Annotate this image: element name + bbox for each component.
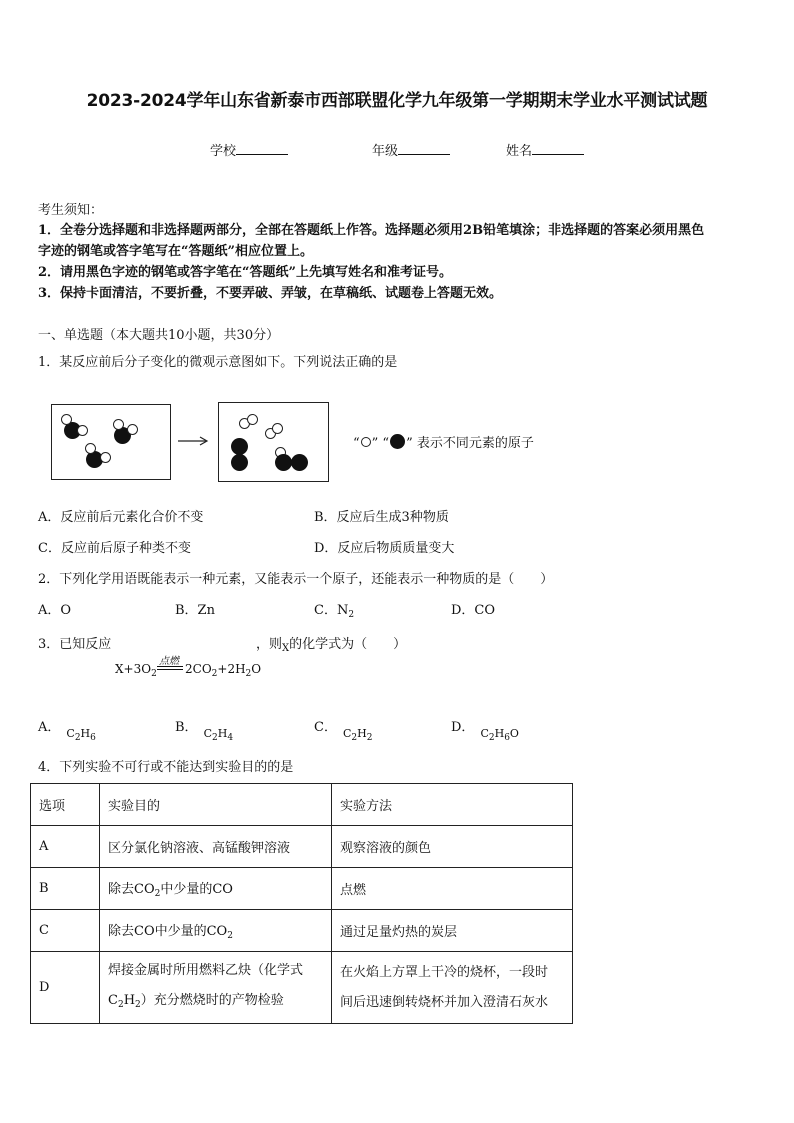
subscript: 2	[348, 610, 355, 620]
eq-text: +2H	[217, 662, 246, 676]
dark-atom	[231, 454, 248, 471]
equals-line	[157, 666, 183, 667]
light-atom	[100, 452, 111, 463]
exam-title: 2023-2024学年山东省新泰市西部联盟化学九年级第一学期期末学业水平测试试题	[86, 91, 708, 111]
name-blank[interactable]	[532, 142, 584, 155]
notice-item-1-cont: 字迹的钢笔或答字笔写在“答题纸”相应位置上。	[38, 244, 313, 259]
eq-text: X+3O	[115, 662, 152, 676]
table-row	[31, 826, 573, 868]
q1-option-c[interactable]: C．反应前后原子种类不变	[38, 541, 191, 556]
option-letter: B．	[175, 720, 198, 735]
school-field[interactable]	[210, 140, 288, 159]
subscript: 2	[211, 669, 218, 679]
dark-atom-icon	[390, 434, 405, 449]
q4-stem: 4．下列实验不可行或不能达到实验目的的是	[38, 760, 294, 775]
equals-line	[157, 669, 183, 670]
q1-option-d[interactable]: D．反应后物质质量变大	[314, 541, 455, 556]
grade-field[interactable]	[372, 140, 450, 159]
equation-left	[115, 662, 157, 679]
light-atom	[247, 414, 258, 425]
formula: C2H2	[342, 727, 373, 743]
q1-option-b[interactable]: B．反应后生成3种物质	[314, 510, 449, 525]
option-letter: D．	[451, 720, 475, 735]
reaction-condition: 点燃	[159, 656, 179, 667]
row-option: B	[31, 868, 100, 910]
light-atom	[127, 424, 138, 435]
option-letter: A．	[38, 720, 61, 735]
q1-stem: 1．某反应前后分子变化的微观示意图如下。下列说法正确的是	[38, 355, 398, 370]
table-row	[31, 910, 573, 952]
formula: C2H4	[203, 727, 234, 743]
eq-text: 2CO	[185, 662, 212, 676]
subscript: 2	[245, 669, 252, 679]
q3-option-b[interactable]	[175, 718, 233, 742]
row-goal: 除去CO中少量的$CO_2$	[100, 910, 332, 952]
school-blank[interactable]	[236, 142, 288, 155]
row-method: 通过足量灼热的炭层	[332, 910, 573, 952]
reaction-arrow-icon	[178, 435, 210, 447]
q3-unknown-x: X	[282, 643, 290, 654]
row-method: 在火焰上方罩上干冷的烧杯，一段时 间后迅速倒转烧杯并加入澄清石灰水	[332, 952, 573, 1024]
before-reaction-box	[51, 404, 171, 480]
light-atom	[77, 425, 88, 436]
q2-option-d[interactable]: D．CO	[451, 603, 496, 618]
light-atom	[113, 419, 124, 430]
row-goal: 除去$CO_2$中少量的CO	[100, 868, 332, 910]
grade-label: 年级	[372, 144, 399, 159]
row-method: 点燃	[332, 868, 573, 910]
q2-stem: 2．下列化学用语既能表示一种元素，又能表示一个原子，还能表示一种物质的是（ ）	[38, 572, 554, 587]
formula: C2H6	[66, 727, 96, 743]
q1-option-a[interactable]: A．反应前后元素化合价不变	[38, 510, 204, 525]
legend-quote: ” “	[371, 436, 390, 451]
row-goal: 区分氯化钠溶液、高锰酸钾溶液	[100, 826, 332, 868]
table-header-row	[31, 784, 573, 826]
q3-stem-start: 3．已知反应	[38, 637, 112, 652]
header-goal: 实验目的	[100, 784, 332, 826]
q2-option-c-text: C．N	[314, 603, 349, 618]
q2-option-a[interactable]: A．O	[38, 603, 72, 618]
section-heading: 一、单选题（本大题共10小题，共30分）	[38, 328, 280, 343]
option-letter: C．	[314, 720, 337, 735]
formula: C2H6O	[480, 727, 519, 743]
q3-option-c[interactable]	[314, 718, 372, 742]
legend-quote: ”	[406, 436, 413, 451]
name-field[interactable]	[506, 140, 584, 159]
after-reaction-box	[218, 402, 329, 482]
dark-atom	[291, 454, 308, 471]
table-row	[31, 868, 573, 910]
row-option: A	[31, 826, 100, 868]
school-label: 学校	[210, 144, 237, 159]
q3-option-a[interactable]	[38, 718, 96, 742]
light-atom	[61, 414, 72, 425]
dark-atom	[231, 438, 248, 455]
row-goal: 焊接金属时所用燃料乙炔（化学式 $C_2H_2$）充分燃烧时的产物检验	[100, 952, 332, 1024]
notice-item-3: 3．保持卡面清洁，不要折叠，不要弄破、弄皱，在草稿纸、试题卷上答题无效。	[38, 286, 503, 301]
table-row	[31, 952, 573, 1024]
row-option: C	[31, 910, 100, 952]
legend-quote: “	[353, 436, 360, 451]
dark-atom	[275, 454, 292, 471]
eq-text: O	[251, 662, 262, 676]
q3-stem-end	[256, 635, 406, 659]
q2-option-c[interactable]	[314, 601, 354, 625]
atom-legend	[353, 434, 534, 454]
row-method: 观察溶液的颜色	[332, 826, 573, 868]
q3-option-d[interactable]	[451, 718, 519, 742]
light-atom-icon	[361, 437, 371, 447]
q2-option-b[interactable]: B．Zn	[175, 603, 215, 618]
light-atom	[85, 443, 96, 454]
notice-item-2: 2．请用黑色字迹的钢笔或答字笔在“答题纸”上先填写姓名和准考证号。	[38, 265, 453, 280]
equation-right	[185, 662, 261, 679]
subscript: 2	[151, 669, 157, 679]
name-label: 姓名	[506, 144, 533, 159]
q3-stem-part: ，则	[256, 637, 283, 652]
header-method: 实验方法	[332, 784, 573, 826]
header-option: 选项	[31, 784, 100, 826]
row-option: D	[31, 952, 100, 1024]
q3-stem-part: 的化学式为（ ）	[289, 637, 407, 652]
notice-item-1: 1．全卷分选择题和非选择题两部分，全部在答题纸上作答。选择题必须用2B铅笔填涂；非选择题的答案必须用黑色	[38, 223, 705, 238]
light-atom	[272, 423, 283, 434]
experiment-table	[30, 783, 573, 1024]
notice-heading: 考生须知：	[38, 203, 104, 218]
grade-blank[interactable]	[398, 142, 450, 155]
legend-text: 表示不同元素的原子	[416, 436, 534, 451]
